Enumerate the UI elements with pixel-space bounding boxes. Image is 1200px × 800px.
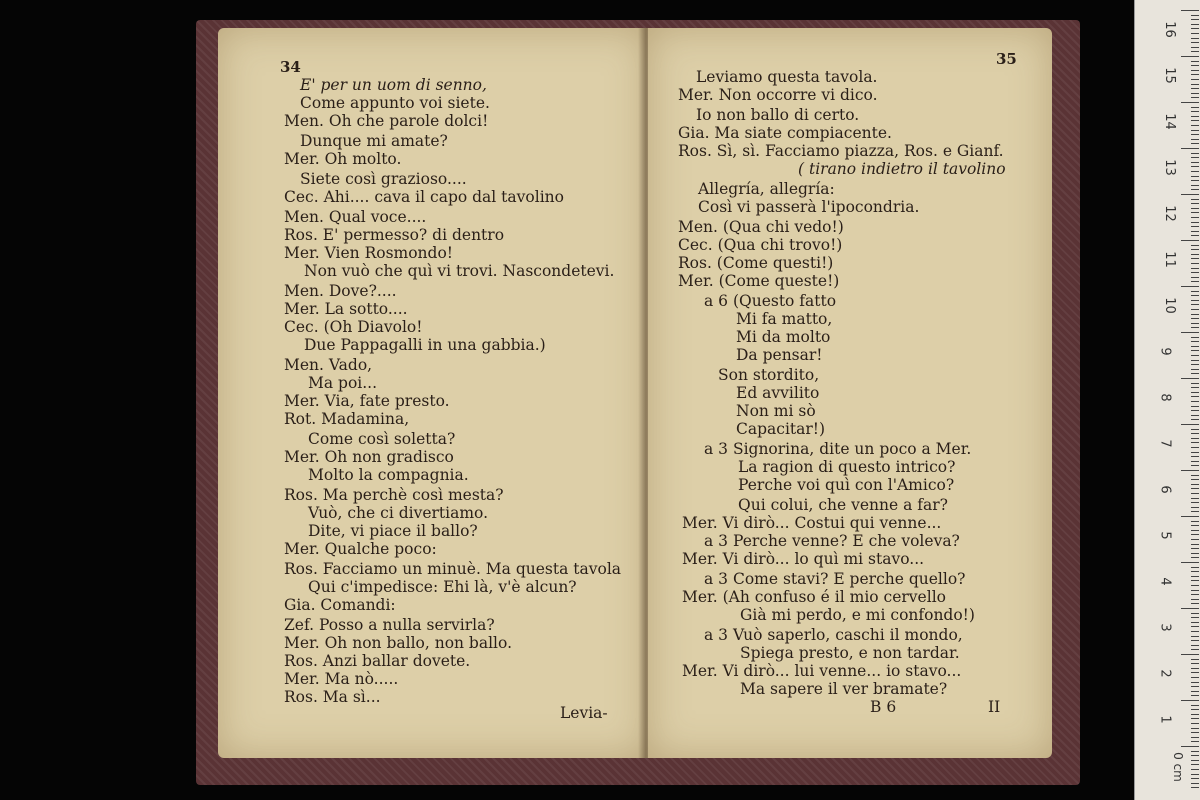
ruler-label: 2 [1157,669,1173,678]
ruler-tick [1191,139,1199,140]
text-line: Qui colui, che venne a far? [738,496,948,514]
ruler-tick [1191,603,1199,604]
ruler-tick [1191,534,1199,535]
ruler-tick [1181,654,1199,655]
ruler-label: 4 [1157,577,1173,586]
text-line: Ros. Anzi ballar dovete. [284,652,471,670]
ruler-tick [1191,484,1199,485]
ruler-tick [1191,525,1199,526]
ruler-tick [1191,553,1199,554]
text-line: Mi da molto [736,328,831,346]
text-line: Mer. (Ah confuso é il mio cervello [682,588,946,606]
ruler-tick [1191,728,1199,729]
ruler-tick [1191,143,1199,144]
ruler-tick [1191,208,1199,209]
ruler-tick [1191,755,1199,756]
text-line: Mer. Vien Rosmondo! [284,244,454,262]
ruler-tick [1191,162,1199,163]
text-line: Molto la compagnia. [308,466,469,484]
text-line: Ros. E' permesso? di dentro [284,226,505,244]
ruler-tick [1191,199,1199,200]
ruler-tick [1191,277,1199,278]
ruler-tick [1191,387,1199,388]
ruler-tick [1191,107,1199,108]
ruler-tick [1191,125,1199,126]
text-line: Men. Qual voce.... [284,208,427,226]
text-line: La ragion di questo intrico? [738,458,956,476]
ruler-tick [1191,226,1199,227]
ruler-tick [1181,286,1199,287]
ruler-label: 11 [1161,251,1177,268]
ruler-tick [1181,608,1199,609]
text-line: Rot. Madamina, [284,410,410,428]
ruler-tick [1191,392,1199,393]
ruler-tick [1191,617,1199,618]
ruler-tick [1191,567,1199,568]
text-line: Allegría, allegría: [698,180,835,198]
text-line: Ros. Ma perchè così mesta? [284,486,504,504]
ruler-tick [1191,373,1199,374]
ruler-tick [1191,677,1199,678]
ruler-tick [1191,640,1199,641]
ruler-tick [1191,530,1199,531]
text-line: Siete così grazioso.... [300,170,467,188]
text-line: Cec. (Oh Diavolo! [284,318,423,336]
text-line: Capacitar!) [736,420,826,438]
right-page [648,28,1052,758]
catchword: Levia- [560,704,608,722]
ruler-tick [1191,341,1199,342]
ruler-tick [1181,746,1199,747]
ruler-tick [1181,424,1199,425]
ruler-tick [1191,79,1199,80]
ruler-tick [1191,631,1199,632]
text-line: E' per un uom di senno, [300,76,487,94]
text-line: Già mi perdo, e mi confondo!) [740,606,975,624]
ruler-tick [1191,396,1199,397]
ruler-tick [1191,120,1199,121]
ruler-tick [1191,723,1199,724]
ruler-tick [1191,645,1199,646]
ruler-tick [1181,332,1199,333]
ruler-tick [1191,355,1199,356]
text-line: Ros. Facciamo un minuè. Ma questa tavola [284,560,622,578]
ruler-tick [1191,718,1199,719]
ruler-tick [1191,171,1199,172]
ruler-tick [1191,709,1199,710]
ruler-tick [1191,28,1199,29]
text-line: Mer. La sotto.... [284,300,408,318]
ruler-label: 10 [1161,297,1177,314]
text-line: Da pensar! [736,346,823,364]
ruler-tick [1191,364,1199,365]
text-line: Mi fa matto, [736,310,833,328]
ruler-tick [1191,111,1199,112]
ruler-tick [1191,176,1199,177]
ruler-tick [1191,42,1199,43]
ruler-tick [1191,502,1199,503]
ruler-tick [1191,189,1199,190]
text-line: Così vi passerà l'ipocondria. [698,198,920,216]
ruler-tick [1191,672,1199,673]
ruler-tick [1191,419,1199,420]
text-line: Men. Oh che parole dolci! [284,112,489,130]
text-line: Mer. Vi dirò... lui venne... io stavo... [682,662,962,680]
ruler-tick [1191,521,1199,522]
text-line: Ed avvilito [736,384,820,402]
ruler-tick [1191,74,1199,75]
ruler-tick [1181,378,1199,379]
ruler-tick [1191,203,1199,204]
text-line: Spiega presto, e non tardar. [740,644,960,662]
ruler-tick [1191,760,1199,761]
text-line: Io non ballo di certo. [696,106,860,124]
text-line: Leviamo questa tavola. [696,68,878,86]
ruler-tick [1191,15,1199,16]
ruler-tick [1191,300,1199,301]
ruler-tick [1191,314,1199,315]
ruler-tick [1181,470,1199,471]
text-line: Mer. Vi dirò... Costui qui venne... [682,514,942,532]
ruler-tick [1191,659,1199,660]
ruler-tick [1191,498,1199,499]
ruler-tick [1191,751,1199,752]
ruler-tick [1191,774,1199,775]
ruler-tick [1191,438,1199,439]
ruler-label: 13 [1161,159,1177,176]
ruler-tick [1191,65,1199,66]
ruler-tick [1191,622,1199,623]
ruler-tick [1191,309,1199,310]
text-line: Gia. Ma siate compiacente. [678,124,892,142]
ruler-tick [1191,511,1199,512]
text-line: Mer. Ma nò..... [284,670,399,688]
text-line: Mer. Vi dirò... lo quì mi stavo... [682,550,925,568]
text-line: Due Pappagalli in una gabbia.) [304,336,546,354]
text-line: Vuò, che ci divertiamo. [308,504,489,522]
text-line: Non mi sò [736,402,816,420]
ruler-tick [1191,571,1199,572]
text-line: Men. (Qua chi vedo!) [678,218,844,236]
ruler-tick [1191,475,1199,476]
ruler-tick [1191,461,1199,462]
ruler-tick [1191,686,1199,687]
ruler-tick [1191,778,1199,779]
text-line: Mer. Oh non ballo, non ballo. [284,634,512,652]
ruler-tick [1191,231,1199,232]
ruler-tick [1191,649,1199,650]
ruler-tick [1191,737,1199,738]
ruler-tick [1191,539,1199,540]
ruler-label: 5 [1157,531,1173,540]
ruler-tick [1191,479,1199,480]
ruler-tick [1191,410,1199,411]
text-line: Qui c'impedisce: Ehi là, v'è alcun? [308,578,577,596]
ruler-tick [1181,194,1199,195]
signature-mark: B 6 [870,698,897,716]
text-line: Mer. Oh non gradisco [284,448,454,466]
text-line: Dunque mi amate? [300,132,448,150]
ruler-tick [1191,590,1199,591]
text-line: Ma sapere il ver bramate? [740,680,948,698]
signature-mark: II [988,698,1001,716]
text-line: Ros. Ma sì... [284,688,381,706]
text-line: Zef. Posso a nulla servirla? [284,616,495,634]
ruler-tick [1191,557,1199,558]
ruler-tick [1191,212,1199,213]
ruler-tick [1191,281,1199,282]
ruler-tick [1191,401,1199,402]
text-line: Mer. Non occorre vi dico. [678,86,878,104]
ruler-tick [1191,88,1199,89]
ruler-tick [1191,636,1199,637]
ruler-tick [1191,116,1199,117]
text-line: a 3 Come stavi? E perche quello? [704,570,966,588]
ruler-tick [1191,217,1199,218]
ruler-tick [1191,507,1199,508]
ruler-label: 12 [1161,205,1177,222]
ruler-tick [1181,10,1199,11]
ruler-tick [1191,130,1199,131]
measuring-ruler [1134,0,1200,800]
ruler-tick [1191,47,1199,48]
ruler-tick [1191,695,1199,696]
ruler-tick [1191,180,1199,181]
stage-direction: ( tirano indietro il tavolino [798,160,1006,178]
ruler-tick [1191,406,1199,407]
ruler-tick [1191,258,1199,259]
ruler-label: 1 [1157,715,1173,724]
ruler-tick [1181,562,1199,563]
ruler-tick [1191,433,1199,434]
ruler-tick [1191,594,1199,595]
ruler-tick [1191,327,1199,328]
ruler-tick [1191,254,1199,255]
ruler-tick [1191,447,1199,448]
text-line: Men. Dove?.... [284,282,397,300]
text-line: Mer. Via, fate presto. [284,392,450,410]
ruler-tick [1191,222,1199,223]
ruler-tick [1191,415,1199,416]
ruler-tick [1191,295,1199,296]
ruler-tick [1191,33,1199,34]
ruler-tick [1191,166,1199,167]
text-line: Dite, vi piace il ballo? [308,522,478,540]
text-line: a 6 (Questo fatto [704,292,837,310]
ruler-tick [1191,663,1199,664]
ruler-tick [1191,263,1199,264]
ruler-tick [1191,580,1199,581]
page-number: 34 [280,58,301,76]
text-line: Gia. Comandi: [284,596,396,614]
text-line: a 3 Signorina, dite un poco a Mer. [704,440,972,458]
ruler-tick [1191,350,1199,351]
ruler-tick [1181,700,1199,701]
ruler-tick [1191,61,1199,62]
ruler-tick [1191,783,1199,784]
ruler-tick [1191,741,1199,742]
ruler-label: 15 [1161,67,1177,84]
text-line: Perche voi quì con l'Amico? [738,476,955,494]
ruler-tick [1191,493,1199,494]
page-number: 35 [996,50,1017,68]
ruler-tick [1191,456,1199,457]
ruler-tick [1191,626,1199,627]
text-line: a 3 Perche venne? E che voleva? [704,532,960,550]
ruler-tick [1191,153,1199,154]
ruler-tick [1181,516,1199,517]
ruler-tick [1191,714,1199,715]
ruler-label: 14 [1161,113,1177,130]
ruler-tick [1191,337,1199,338]
ruler-tick [1191,24,1199,25]
ruler-tick [1181,56,1199,57]
ruler-tick [1191,304,1199,305]
ruler-tick [1181,240,1199,241]
ruler-tick [1191,38,1199,39]
ruler-tick [1191,235,1199,236]
ruler-tick [1191,705,1199,706]
ruler-tick [1191,157,1199,158]
ruler-tick [1181,148,1199,149]
text-line: Ros. (Come questi!) [678,254,834,272]
text-line: Non vuò che quì vi trovi. Nascondetevi. [304,262,615,280]
ruler-tick [1191,452,1199,453]
ruler-tick [1191,346,1199,347]
ruler-tick [1191,732,1199,733]
ruler-label: 7 [1157,439,1173,448]
text-line: Mer. Oh molto. [284,150,402,168]
ruler-tick [1191,769,1199,770]
ruler-tick [1191,668,1199,669]
ruler-tick [1191,682,1199,683]
ruler-label: 16 [1161,21,1177,38]
ruler-tick [1191,429,1199,430]
ruler-tick [1191,548,1199,549]
ruler-tick [1191,599,1199,600]
ruler-tick [1191,383,1199,384]
ruler-tick [1191,318,1199,319]
ruler-tick [1191,291,1199,292]
ruler-label: 9 [1157,347,1173,356]
text-line: a 3 Vuò saperlo, caschi il mondo, [704,626,963,644]
text-line: Mer. (Come queste!) [678,272,840,290]
ruler-tick [1191,185,1199,186]
ruler-tick [1191,360,1199,361]
ruler-tick [1191,488,1199,489]
ruler-tick [1191,369,1199,370]
ruler-tick [1191,787,1199,788]
text-line: Ros. Sì, sì. Facciamo piazza, Ros. e Gianf. [678,142,1004,160]
ruler-tick [1191,323,1199,324]
ruler-tick [1191,93,1199,94]
ruler-tick [1191,544,1199,545]
ruler-tick [1191,764,1199,765]
text-line: Ma poi... [308,374,378,392]
text-line: Come appunto voi siete. [300,94,490,112]
ruler-tick [1191,465,1199,466]
text-line: Cec. Ahi.... cava il capo dal tavolino [284,188,564,206]
ruler-tick [1191,268,1199,269]
ruler-tick [1191,97,1199,98]
text-line: Come così soletta? [308,430,456,448]
ruler-tick [1191,576,1199,577]
text-line: Mer. Qualche poco: [284,540,437,558]
ruler-tick [1191,585,1199,586]
text-line: Son stordito, [718,366,820,384]
ruler-tick [1191,613,1199,614]
ruler-label: 8 [1157,393,1173,402]
ruler-tick [1191,84,1199,85]
ruler-tick [1191,19,1199,20]
ruler-unit-label: 0 cm [1170,752,1185,782]
ruler-tick [1191,70,1199,71]
ruler-tick [1191,51,1199,52]
ruler-tick [1191,691,1199,692]
ruler-tick [1191,249,1199,250]
ruler-tick [1191,272,1199,273]
ruler-tick [1191,134,1199,135]
ruler-label: 3 [1157,623,1173,632]
ruler-tick [1191,245,1199,246]
text-line: Cec. (Qua chi trovo!) [678,236,843,254]
ruler-tick [1181,102,1199,103]
ruler-label: 6 [1157,485,1173,494]
left-page [218,28,648,758]
text-line: Men. Vado, [284,356,373,374]
ruler-tick [1191,442,1199,443]
